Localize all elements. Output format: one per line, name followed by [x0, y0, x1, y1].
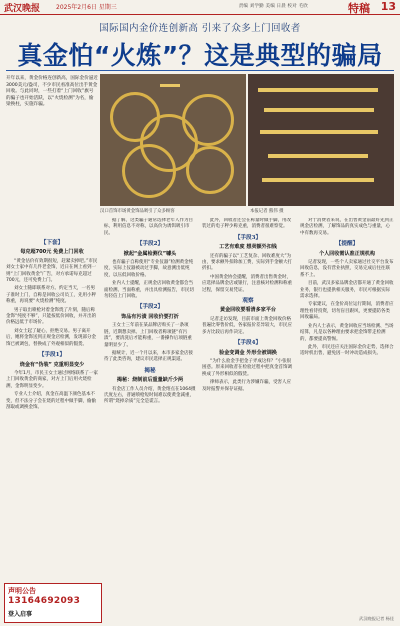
article-paragraph: 此外，回收者还会在称量时做手脚，用改装过的电子秤少称克重，消费者很难察觉。 — [202, 218, 291, 230]
column-3 — [202, 218, 294, 622]
section-subhead: 【手段1】 — [38, 352, 66, 359]
section-subtitle: 黄金回收要看清多家平台 — [219, 307, 277, 314]
credits: 武汉晚报记者 杨佳 — [359, 616, 394, 621]
column-1 — [6, 236, 98, 580]
section-subtitle: 工艺有难度 想卖额外扣钱 — [219, 244, 277, 251]
section-subtitle: 个人回收需认准正规机构 — [318, 250, 376, 257]
masthead — [0, 0, 400, 15]
headline: 真金怕“火炼”？这是典型的骗局 — [17, 41, 383, 70]
article-paragraph: 对于消费者来说，在出售黄金前最好先到正规金店检测，了解饰品的真实成色与重量，心中有数再交易。 — [300, 218, 394, 236]
section-subhead: 【下套】 — [40, 240, 64, 246]
ad-phone[interactable]: 13164692093 — [8, 596, 81, 606]
article-paragraph: 刘女士随即联系对方。约定当天，一名男子准时上门，自称是回收公司员工，先用小秤称重，再说要“火烧检测”纯度。 — [6, 286, 96, 305]
article-paragraph: 今年1月，市民王女士通过网络联系了一家上门回收黄金的商家，对方上门后用火烧检测，金饰明显变少。 — [6, 370, 98, 389]
section-subhead: 【手段3】 — [234, 234, 262, 241]
article-paragraph: 也有骗子自称使用“专业仪器”检测黄金纯度，实际上仪器被动过手脚，故意测出低纯度，以压低回收价格。 — [104, 260, 194, 278]
section-subhead: 揭秘 — [144, 367, 156, 374]
issue-date: 2025年2月6日 星期三 — [56, 4, 117, 11]
article-paragraph: 业内人士提醒，正规金店回收黄金都会当面检测、当面称重，并出具检测报告，市民切勿轻信上门回收。 — [104, 281, 194, 300]
article-paragraph: 男子取出喷枪对着金饰烧了片刻，随后称金饰“纯度不够”，只能按低价回收，并开出的价格远低于市场价。 — [6, 307, 97, 326]
article-paragraph: 有金店工作人员介绍，黄金熔点在1064摄氏度左右，普通喷枪短时间难以使黄金减重，所谓“烧掉杂质”完全是谎言。 — [104, 386, 196, 405]
photo-collage — [100, 74, 394, 206]
gold-jewelry-photo-left — [100, 74, 246, 206]
section-subtitle: 揭秘：烧制前后重量缺斤少两 — [116, 377, 184, 384]
section-subhead: 【提醒】 — [335, 241, 359, 248]
article-paragraph: 记者发现，一些个人卖家通过社交平台发布回收信息，没有营业执照，交易完成后往往联系不上。 — [300, 260, 394, 278]
article-paragraph: 刘女士起了疑心，拒绝交易。男子离开后，她将金饰送到正规金店检测，发现部分金饰已被调包，替换成了外观相似的假货。 — [6, 328, 96, 347]
kicker: 国际国内金价连创新高 引来了众多上门回收者 — [99, 23, 301, 34]
article-paragraph: 记者走访发现，目前市面上黄金回收价格普遍比零售价低，各家报价差异较大，市民应多方比较后再作决定。 — [202, 316, 292, 335]
caption-left: 汉口首饰市场黄金饰品吸引了众多顾客 — [100, 209, 175, 214]
section-subtitle: 烧金有“伪装” 克重明显变少 — [19, 361, 85, 368]
article-paragraph: 据统计，近一个月以来，本市多家金店接待了此类咨询，建议市民选择正规渠道。 — [104, 350, 193, 363]
paper-name: 武汉晚报 — [4, 4, 41, 14]
column-4 — [300, 218, 394, 614]
column-2 — [104, 218, 196, 622]
article-paragraph: 专家建议，在金价高位运行期间，消费者应理性看待投资，切勿盲目跟风，更要提防各类回收骗局。 — [300, 302, 394, 321]
article-paragraph: 目前，武汉多家品牌金店都开通了黄金回收业务，银行也提供相关服务，市民可根据实际需求选择。 — [300, 281, 394, 300]
section-subhead: 【手段2】 — [136, 304, 164, 311]
article-paragraph: 中国黄金协会提醒，消费者出售黄金时，应选择品牌金店或银行，注意核对检测和称重过程，保留交易凭证。 — [202, 274, 292, 293]
section-name: 特稿 — [348, 2, 370, 15]
article-paragraph: 此外，市民还应关注国际金价走势，选择合适时机出售，避免因一时冲动造成损失。 — [300, 344, 394, 357]
photo-captions — [100, 208, 394, 216]
section-subhead: 观察 — [242, 298, 254, 305]
editors-line: 责编 刘学勤 美编 日晨 校对 毛欣 — [238, 4, 308, 9]
ad-box — [4, 583, 102, 623]
article-paragraph: 业内人士表示，黄金回收应当场检测、当场结算，凡是以各种理由要求把金饰带走检测的，都要提高警惕。 — [300, 323, 394, 342]
caption-right: 本报记者 熊伟 摄 — [250, 209, 284, 214]
article-paragraph: 专业人士介绍，真金在高温下颜色基本不变，但不法分子会在烧的过程中做手脚，偷偷刮取或调换金饰。 — [6, 392, 96, 410]
page-number: 13 — [380, 0, 396, 13]
ad-tagline: 登入启事 — [8, 611, 33, 618]
section-subhead: 【手段2】 — [136, 241, 164, 248]
section-subtitle: 掀起“金属检测仪”噱头 — [123, 250, 177, 257]
headline-rule — [6, 70, 394, 71]
article-paragraph: “黄金估价有效期很短，赶紧卖掉吧。”市民刘女士家中有几件老金饰，近日在网上看到一则“上门回收黄金”广告，对方承诺每克超过700元，还可免费上门。 — [6, 258, 98, 284]
section-subhead: 【手段4】 — [234, 340, 262, 347]
article-paragraph: 还有的骗子以“工艺复杂、回收难度大”为由，要求额外扣除加工费，实际到手金额大打折扣。 — [202, 253, 292, 272]
ad-title: 声明公告 — [8, 587, 36, 595]
article-paragraph: 律师表示，此类行为涉嫌诈骗，受害人应及时报警并保存证据。 — [202, 380, 291, 392]
gold-jewelry-photo-right — [248, 74, 394, 206]
section-subtitle: 饰品有污渍 回收价要打折 — [121, 313, 179, 320]
section-subtitle: 验金变调金 外形全被调换 — [219, 349, 277, 356]
article-paragraph: 王女士三年前在某品牌店购买了一条项链，近期想卖掉。上门回收者称项链“有污渍”，要清洗后才能称重，一番操作后项链重量明显少了。 — [104, 323, 192, 348]
section-subtitle: 每克超700元 免费上门回收 — [20, 249, 84, 256]
article-paragraph: 据了解，这类骗子通常选择老年人作为目标，利用信息不对称，以高价为诱饵吸引市民。 — [104, 218, 193, 236]
lead-paragraph: 开年以来，黄金价格连创新高，国际金价逼近3000美元/盎司，不少市民看准高位出手黄金回收。与此同时，一些打着“上门回收”旗号的骗子也开始活跃，以“火烧检测”为名，偷梁换柱，实施诈骗。 — [6, 76, 98, 108]
article-paragraph: “为什么验金手把金子弄成这样？”小张很困惑。原来回收者在检验过程中把真金首饰调换成了外形相似的假货。 — [202, 358, 292, 377]
